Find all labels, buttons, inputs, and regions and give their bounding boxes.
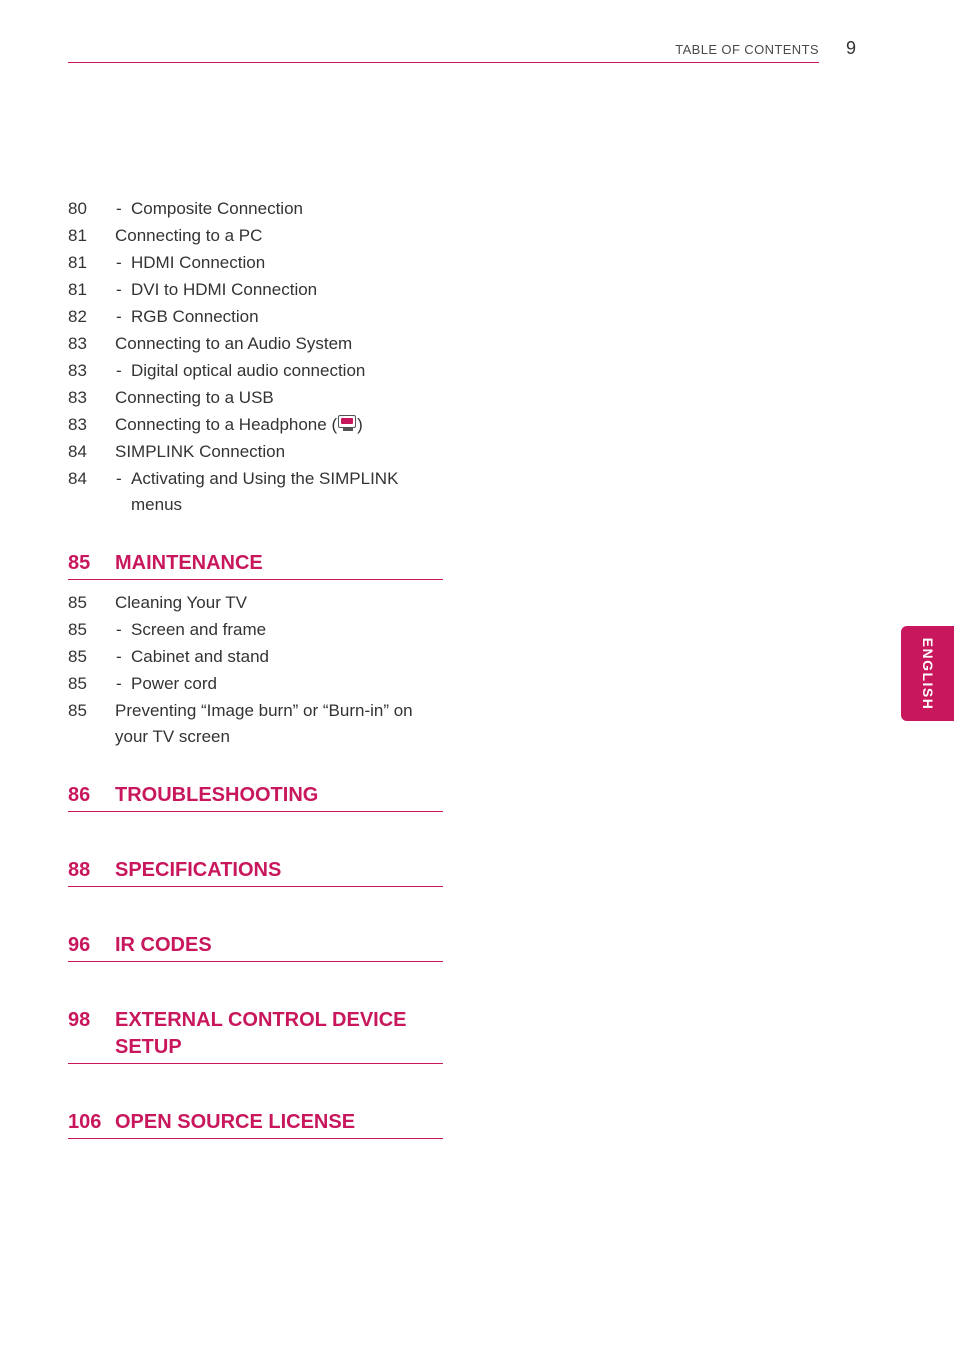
toc-entry-title: SIMPLINK Connection — [115, 442, 286, 461]
toc-entry-page: 84 — [68, 442, 87, 461]
toc-entry-page: 83 — [68, 415, 87, 434]
toc-entry-page: 85 — [68, 674, 87, 693]
toc-section-page: 96 — [68, 934, 91, 956]
toc-entry-page: 80 — [68, 199, 87, 218]
toc-entry[interactable] — [68, 358, 443, 384]
toc-entry-title: HDMI Connection — [131, 253, 266, 272]
toc-entry-title: Connecting to a USB — [115, 388, 274, 407]
toc-entry-title: Connecting to a Headphone ( — [115, 415, 338, 434]
toc-section-page: 106 — [68, 1111, 102, 1133]
toc-entry-title: Preventing “Image burn” or “Burn-in” on your TV screen — [115, 701, 413, 746]
toc-entries-continued — [68, 196, 443, 518]
toc-section-maintenance[interactable] — [68, 550, 443, 580]
toc-entry[interactable] — [68, 644, 443, 670]
toc-section-title: IR CODES — [115, 934, 212, 956]
toc-entry-page: 83 — [68, 388, 87, 407]
toc-entry-title: Activating and Using the SIMPLINK menus — [131, 469, 399, 514]
toc-entry-title: Digital optical audio connection — [131, 361, 366, 380]
toc-section-page: 85 — [68, 552, 91, 574]
page-number: 9 — [846, 38, 857, 58]
toc-entry[interactable] — [68, 671, 443, 697]
toc-entry-title: Connecting to a PC — [115, 226, 263, 245]
toc-entry[interactable] — [68, 412, 443, 438]
toc-entry-page: 82 — [68, 307, 87, 326]
toc-section-page: 86 — [68, 784, 91, 806]
toc-entry-page: 85 — [68, 593, 87, 612]
toc-entry-page: 81 — [68, 253, 87, 272]
toc-entry-dash: - — [116, 253, 122, 272]
toc-entry-title: Cleaning Your TV — [115, 593, 248, 612]
toc-section-external-control[interactable] — [68, 1007, 443, 1064]
language-tab — [901, 626, 954, 721]
toc-entry[interactable] — [68, 590, 443, 616]
toc-entry-title: Power cord — [131, 674, 217, 693]
toc-entry[interactable] — [68, 196, 443, 222]
toc-section-page: 88 — [68, 859, 91, 881]
toc-entry-title: Connecting to an Audio System — [115, 334, 353, 353]
toc-section-ir-codes[interactable] — [68, 932, 443, 962]
toc-entry[interactable] — [68, 617, 443, 643]
toc-entry[interactable] — [68, 698, 443, 750]
toc-entry-title: Cabinet and stand — [131, 647, 269, 666]
toc-entry-title-suffix: ) — [357, 415, 363, 434]
toc-entry-title: Composite Connection — [131, 199, 303, 218]
lcd-tv-icon — [337, 415, 357, 432]
toc-entry[interactable] — [68, 223, 443, 249]
toc-entry-page: 83 — [68, 361, 87, 380]
toc-entry-title: Screen and frame — [131, 620, 267, 639]
table-of-contents — [68, 196, 443, 1139]
toc-entry[interactable] — [68, 304, 443, 330]
toc-entry-dash: - — [116, 469, 122, 488]
toc-entry[interactable] — [68, 466, 443, 518]
toc-entry[interactable] — [68, 385, 443, 411]
toc-entry[interactable] — [68, 250, 443, 276]
header-title: TABLE OF CONTENTS — [675, 42, 819, 57]
toc-entry-page: 81 — [68, 226, 87, 245]
toc-entry[interactable] — [68, 331, 443, 357]
toc-entry-title: RGB Connection — [131, 307, 259, 326]
toc-section-title: TROUBLESHOOTING — [115, 784, 319, 806]
toc-entry-dash: - — [116, 280, 122, 299]
toc-entry[interactable] — [68, 439, 443, 465]
toc-entry-page: 81 — [68, 280, 87, 299]
toc-entry-page: 85 — [68, 620, 87, 639]
toc-entry-page: 84 — [68, 469, 87, 488]
toc-section-page: 98 — [68, 1009, 91, 1031]
toc-section-specifications[interactable] — [68, 857, 443, 887]
toc-entry-dash: - — [116, 361, 122, 380]
toc-section-title: OPEN SOURCE LICENSE — [115, 1111, 356, 1133]
toc-entry-dash: - — [116, 620, 122, 639]
toc-entry[interactable] — [68, 277, 443, 303]
toc-entry-dash: - — [116, 647, 122, 666]
toc-entry-dash: - — [116, 307, 122, 326]
toc-entry-page: 83 — [68, 334, 87, 353]
toc-entry-page: 85 — [68, 701, 87, 720]
toc-section-title: SPECIFICATIONS — [115, 859, 282, 881]
toc-entries-maintenance — [68, 590, 443, 750]
toc-entry-page: 85 — [68, 647, 87, 666]
toc-section-title: MAINTENANCE — [115, 552, 263, 574]
toc-section-title: EXTERNAL CONTROL DEVICE SETUP — [115, 1009, 407, 1058]
toc-entry-dash: - — [116, 674, 122, 693]
toc-entry-title-wrap — [115, 412, 443, 438]
page-header — [68, 38, 819, 63]
toc-section-troubleshooting[interactable] — [68, 782, 443, 812]
toc-entry-dash: - — [116, 199, 122, 218]
toc-section-open-source-license[interactable] — [68, 1109, 443, 1139]
toc-entry-title: DVI to HDMI Connection — [131, 280, 318, 299]
language-tab-label: ENGLISH — [919, 637, 936, 710]
